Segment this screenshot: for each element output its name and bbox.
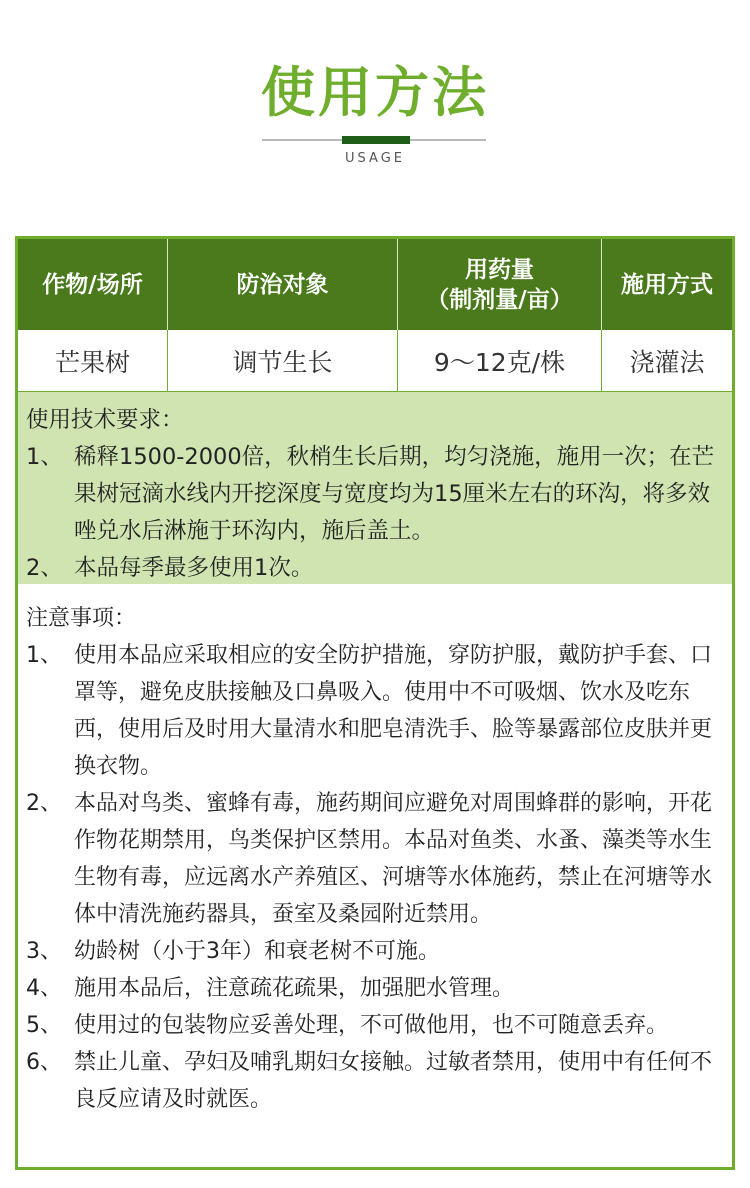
cell-dosage: 9～12克/株 xyxy=(398,330,602,391)
cell-method: 浇灌法 xyxy=(629,347,705,377)
title-divider-accent xyxy=(342,136,410,144)
list-item xyxy=(26,933,720,970)
list-item xyxy=(26,1044,720,1118)
page-title: 使用方法 xyxy=(261,61,489,124)
item-text: 施用本品后，注意疏花疏果，加强肥水管理。 xyxy=(74,976,515,1001)
tech-heading: 使用技术要求： xyxy=(26,407,184,433)
item-text: 本品每季最多使用1次。 xyxy=(74,555,314,581)
list-item xyxy=(26,970,720,1007)
item-number: 1、 xyxy=(26,643,62,668)
item-number: 1、 xyxy=(26,444,63,470)
table-row xyxy=(18,330,732,392)
column-header-crop: 作物/场所 xyxy=(18,239,168,330)
list-item xyxy=(26,550,720,587)
column-header-target: 防治对象 xyxy=(168,239,398,330)
page-subtitle: USAGE xyxy=(345,151,405,166)
technical-requirements xyxy=(18,392,732,584)
item-number: 4、 xyxy=(26,976,62,1001)
item-text: 本品对鸟类、蜜蜂有毒，施药期间应避免对周围蜂群的影响，开花作物花期禁用，鸟类保护区禁用。本品对鱼类、水蚤、藻类等水生生物有毒，应远离水产养殖区、河塘等水体施药，禁止在河塘等水体中清洗施药器具，蚕室及桑园附近禁用。 xyxy=(74,791,713,927)
list-item xyxy=(26,439,720,550)
item-number: 3、 xyxy=(26,939,62,964)
item-text: 使用本品应采取相应的安全防护措施，穿防护服，戴防护手套、口罩等，避免皮肤接触及口鼻吸入。使用中不可吸烟、饮水及吃东西，使用后及时用大量清水和肥皂清洗手、脸等暴露部位皮肤并更换衣物。 xyxy=(74,643,713,779)
item-text: 使用过的包装物应妥善处理，不可做他用，也不可随意丢弃。 xyxy=(74,1013,669,1038)
item-number: 2、 xyxy=(26,555,63,581)
item-text: 禁止儿童、孕妇及哺乳期妇女接触。过敏者禁用，使用中有任何不良反应请及时就医。 xyxy=(74,1050,713,1112)
table-header-row xyxy=(18,239,732,330)
usage-panel xyxy=(15,236,735,1170)
column-header-dosage: 用药量 （制剂量/亩） xyxy=(398,239,602,330)
list-item xyxy=(26,1007,720,1044)
item-text: 稀释1500-2000倍，秋梢生长后期，均匀浇施，施用一次；在芒果树冠滴水线内开挖深度与宽度均为15厘米左右的环沟，将多效唑兑水后淋施于环沟内，施后盖土。 xyxy=(74,444,715,544)
item-number: 2、 xyxy=(26,791,62,816)
item-number: 5、 xyxy=(26,1013,62,1038)
item-number: 6、 xyxy=(26,1050,62,1075)
notes-heading: 注意事项： xyxy=(26,606,137,631)
column-header-method: 施用方式 xyxy=(621,271,713,298)
cell-target: 调节生长 xyxy=(168,330,398,391)
precautions xyxy=(18,584,732,1118)
list-item xyxy=(26,785,720,933)
list-item xyxy=(26,637,720,785)
cell-crop: 芒果树 xyxy=(18,330,168,391)
item-text: 幼龄树（小于3年）和衰老树不可施。 xyxy=(74,939,440,964)
